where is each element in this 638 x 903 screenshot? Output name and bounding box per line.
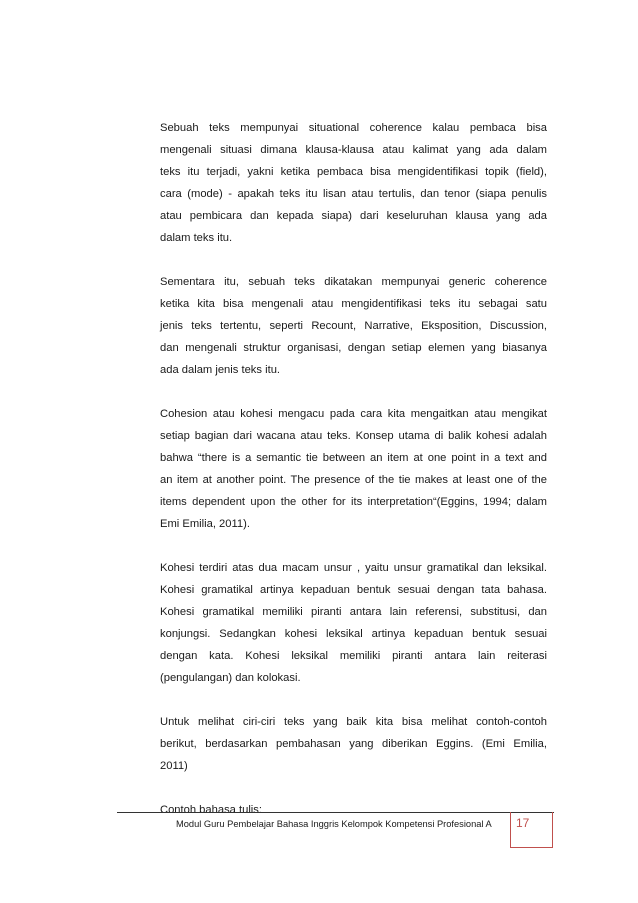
text-line: atau pembicara dan kepada siapa) dari keseluruhan klausa yang ada [160, 210, 547, 222]
text-line: items dependent upon the other for its interpretation“(Eggins, 1994; dalam [160, 496, 547, 508]
text-line: dengan kata. Kohesi leksikal memiliki piranti antara lain reiterasi [160, 650, 547, 662]
text-line: mengenali situasi dimana klausa-klausa atau kalimat yang ada dalam [160, 144, 547, 156]
text-line: an item at another point. The presence of the tie makes at least one of the [160, 474, 547, 486]
text-line: dalam teks itu. [160, 232, 233, 244]
text-line: Emi Emilia, 2011). [160, 518, 250, 530]
footer-title: Modul Guru Pembelajar Bahasa Inggris Kelompok Kompetensi Profesional A [176, 819, 492, 829]
text-line: cara (mode) - apakah teks itu lisan atau tertulis, dan tenor (siapa penulis [160, 188, 547, 200]
text-line: jenis teks tertentu, seperti Recount, Narrative, Eksposition, Discussion, [160, 320, 547, 332]
text-line: ketika kita bisa mengenali atau mengidentifikasi teks itu sebagai satu [160, 298, 547, 310]
paragraph-ciri-teks [160, 711, 547, 777]
page-number: 17 [516, 816, 530, 830]
text-line: Sementara itu, sebuah teks dikatakan mempunyai generic coherence [160, 276, 547, 288]
text-line: 2011) [160, 760, 188, 772]
text-line: konjungsi. Sedangkan kohesi leksikal artinya kepaduan bentuk sesuai [160, 628, 547, 640]
text-line: Contoh bahasa tulis: [160, 804, 262, 816]
paragraph-situational-coherence [160, 117, 547, 249]
text-line: setiap bagian dari wacana atau teks. Konsep utama di balik kohesi adalah [160, 430, 547, 442]
text-line: berikut, berdasarkan pembahasan yang diberikan Eggins. (Emi Emilia, [160, 738, 547, 750]
paragraph-cohesion [160, 403, 547, 535]
text-line: dan mengenali struktur organisasi, dengan setiap elemen yang biasanya [160, 342, 547, 354]
paragraph-kohesi-unsur [160, 557, 547, 689]
text-line: Kohesi terdiri atas dua macam unsur , yaitu unsur gramatikal dan leksikal. [160, 562, 547, 574]
text-line: teks itu terjadi, yakni ketika pembaca bisa mengidentifikasi topik (field), [160, 166, 547, 178]
text-line: bahwa “there is a semantic tie between an item at one point in a text and [160, 452, 547, 464]
paragraph-generic-coherence [160, 271, 547, 381]
text-line: (pengulangan) dan kolokasi. [160, 672, 301, 684]
text-line: Untuk melihat ciri-ciri teks yang baik kita bisa melihat contoh-contoh [160, 716, 547, 728]
text-line: Kohesi gramatikal memiliki piranti antara lain referensi, substitusi, dan [160, 606, 547, 618]
text-line: Cohesion atau kohesi mengacu pada cara kita mengaitkan atau mengikat [160, 408, 547, 420]
text-line: ada dalam jenis teks itu. [160, 364, 281, 376]
document-body [160, 117, 547, 843]
text-line: Kohesi gramatikal artinya kepaduan bentuk sesuai dengan tata bahasa. [160, 584, 547, 596]
footer-divider [117, 812, 554, 813]
text-line: Sebuah teks mempunyai situational coherence kalau pembaca bisa [160, 122, 547, 134]
